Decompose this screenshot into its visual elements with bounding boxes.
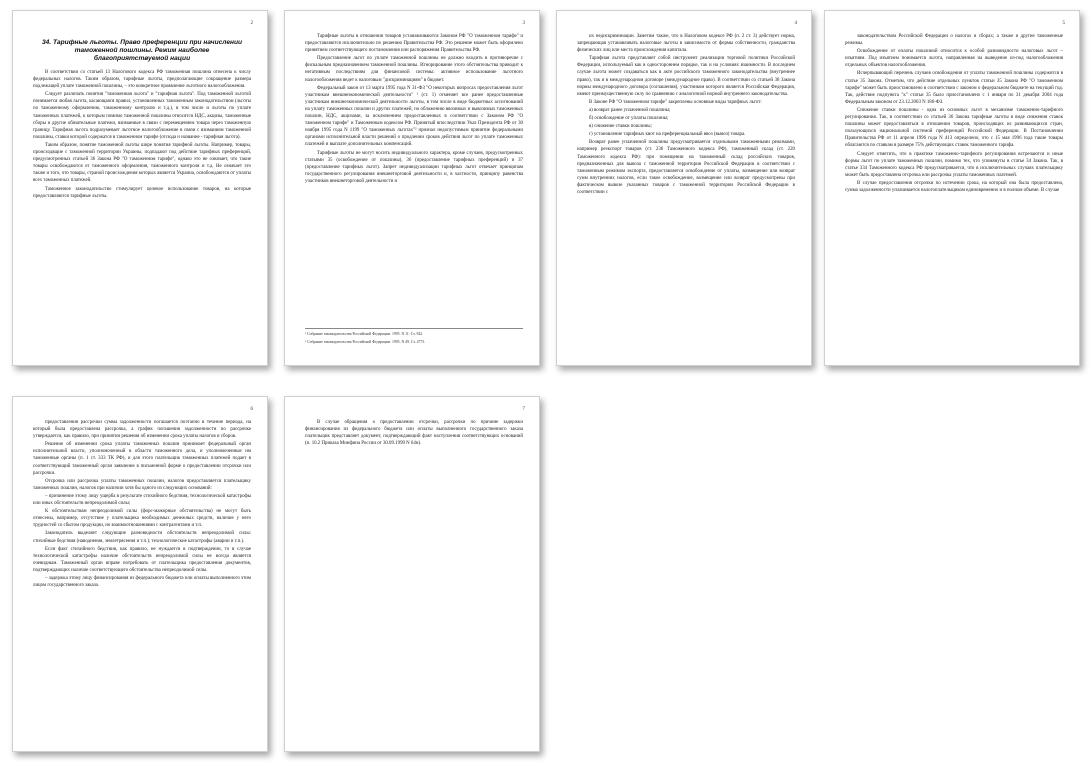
section-title: 34. Тарифные льготы. Право преференции при начислении таможенной пошлины. Режим наиболее благоприятствуемой нации: [41, 39, 243, 62]
document-page-4: [556, 10, 812, 366]
paragraph: – причинение этому лицу ущерба в результате стихийного бедствия, технологической катастрофы или иных обстоятельств непреодолимой силы;: [33, 493, 251, 507]
paragraph: Если факт стихийного бедствия, как правило, не нуждается в подтверждении, то в случае технологической катастрофы наличие обстоятельств непреодолимой силы не всегда является очевидным. Таможенный орган вправе потребовать от плательщика предоставления документов, подтверждающих наличие соответствующего обстоятельства непреодолимой силы.: [33, 546, 251, 573]
paragraph: Таким образом, понятие таможенной льготы шире понятия тарифной льготы. Например, товары, происходящие с таможенной территории Украины, подпадают под действие тарифных преференций, предусмотренных статьей 36 Закона РФ "О таможенном тарифе", однако это не означает, что такие товары освобождаются от таможенного оформления, таможенного контроля и т.д. Не означает это также и того, что товары, страной происхождения которых является Украина, освобождаются от уплаты всех таможенных платежей.: [33, 142, 251, 184]
paragraph: Тарифные льготы не могут носить индивидуального характера, кроме случаев, предусмотренных статьями 35 (освобождение от пошлины), 36 (предоставление тарифных преференций) и 37 (предоставление тарифных льгот). Запрет индивидуализации тарифных льгот отвечает принципам государственного регулирования внешнеторговой деятельности и, в частности, принципу равенства участников внешнеторговой деятельности и: [305, 150, 523, 184]
paragraph: В случае обращения о предоставлении отсрочки, рассрочки по причине задержки финансирования из федерального бюджета или оплаты выполненного государственного заказа плательщик представляет документ, подтверждающий факт наступления соответствующих оснований (п. 10.2 Приказа Минфина России от 30.09.1999 N 64н).: [305, 420, 523, 447]
paragraph: Возврат ранее уплаченной пошлины предусматривается отдельными таможенными режимами, например реэкспорт товаров (ст. 236 Таможенного кодекса РФ), таможенный склад (ст. 220 Таможенного кодекса РФ): при помещении на таможенный склад российских товаров, предназначенных для вывоза с таможенной территории Российской Федерации в соответствии с таможенным режимом экспорта, предоставляется освобождение от уплаты, возмещение или возврат сумм внутренних налогов, если такое освобождение, возмещение или возврат предусмотрены при фактическом вывозе указанных товаров с таможенной территории Российской Федерации в соответствии с: [577, 140, 795, 195]
paragraph: К обстоятельствам непреодолимой силы (форс-мажорные обстоятельства) не могут быть отнесены, например, отсутствие у плательщика необходимых денежных средств, наличие у него трудностей со сбытом продукции, но взаимоотношениями с контрагентами и т.п.: [33, 509, 251, 529]
paragraph: Таможенное законодательство стимулирует целевое использование товаров, на которые предоставляются тарифные льготы.: [33, 186, 251, 199]
list-item: г) установление тарифных квот на преференциальный ввоз (вывоз) товара.: [589, 132, 746, 138]
page-number: 3: [522, 21, 525, 26]
footnote: ¹ Собрание законодательства Российской Федерации. 1995. N 11. Ст. 942.: [305, 332, 424, 336]
list-item: в) снижение ставки пошлины;: [589, 124, 652, 130]
page-number: 6: [250, 407, 253, 412]
list-item: а) возврат ранее уплаченной пошлины;: [589, 107, 671, 113]
paragraph: Освобождение от оплаты пошлиной относится к особой разновидности налоговых льгот – изъятиям. Под изъятием понимается льгота, направленная на выведение из-под налогообложения отдельных объектов налогообложения.: [845, 49, 1063, 69]
page-number: 7: [522, 407, 525, 412]
footnotes: [305, 328, 523, 347]
document-page-3: [284, 10, 540, 366]
paragraph: Следует отметить, что в практике таможенно-тарифного регулирования встречаются и иные формы льгот по уплате таможенных пошлин, помимо тех, что упомянуты в статье 34 Закона. Так, в статье 334 Таможенного кодекса РФ предусматривается, что в исключительных случаях плательщику может быть предоставлена отсрочка или рассрочка уплаты таможенных платежей.: [845, 151, 1063, 178]
paragraph: В Законе РФ "О таможенном тарифе" закреплены основные виды тарифных льгот:: [589, 99, 762, 105]
document-page-5: [824, 10, 1080, 366]
page-number: 4: [794, 21, 797, 26]
paragraph: законодательством Российской Федерации о налогах и сборах; а также и другие таможенные режимы.: [845, 34, 1063, 47]
paragraph: Тарифная льгота представляет собой инструмент реализации торговой политики Российской Федерации, используемый как в одностороннем порядке, так и на условиях взаимности. В последнем случае льгота может создаваться как в акте российского таможенного законодательства (внутреннее право), так и в международном договоре (международное право). В соответствии со статьей 38 Закона нормы международного договора (соглашения), участником которого является Российская Федерация, имеют преимущественную силу по сравнению с аналогичной нормой внутреннего законодательства.: [577, 56, 795, 97]
paragraph: предоставления рассрочки сумма задолженности погашается поэтапно в течение периода, на который была предоставлена рассрочка, а график погашения задолженности по рассрочке утверждается, как правило, при принятии решения об изменении срока уплаты налогов и сборов.: [33, 420, 251, 440]
page-number: 5: [1062, 21, 1065, 26]
page-number: 2: [250, 21, 253, 26]
paragraph: Законодатель выделяет следующие разновидности обстоятельств непреодолимой силы: стихийные бедствия (наводнения, землетрясения и т.п.); технологические катастрофы (аварии и т.п.).: [33, 531, 251, 544]
paragraph: Федеральный закон от 13 марта 1995 года N 31-ФЗ "О некоторых вопросах предоставления льгот участникам внешнеэкономической деятельности" ¹ (ст. 1) отменяет все ранее предоставленные участникам внешнеэкономической деятельности льготы, в том числе в виде бюджетных ассигнований на уплату таможенных пошлин и других платежей, по обложению ввозимых и вывозимых таможенных пошлин, НДС, акцизами, за исключением предоставленных в соответствии с Законом РФ "О таможенном тарифе" и Таможенным кодексом РФ. Принятый впоследствии Указ Президента РФ от 30 ноября 1995 года N 1199 "О таможенных льготах"² признал недопустимым принятие федеральными органами исполнительной власти решений о продлении сроков действия льгот по уплате таможенных платежей и выплате дополнительных компенсаций.: [305, 85, 523, 148]
footnote: ² Собрание законодательства Российской Федерации. 1995. N 49. Ст. 4775.: [305, 339, 426, 344]
paragraph: Исчерпывающий перечень случаев освобождения от уплаты таможенной пошлины содержится в статье 35 Закона. Отметим, что действие отдельных пунктов статьи 35 Закона РФ "О таможенном тарифе" может быть приостановлено в соответствии с законом о федеральном бюджете на текущий год. Так, действие подпункта "к" статьи 35 было приостановлено с 1 января по 31 декабря 2004 года Федеральным законом от 23.12.2003 N 186-ФЗ.: [845, 71, 1063, 105]
paragraph: В случае предоставления отсрочки по истечении срока, на который она была предоставлена, сумма задолженности уплачивается налогоплательщиком единовременно и в полном объеме. В случае: [845, 180, 1063, 193]
paragraph: – задержка этому лицу финансирования из федерального бюджета или оплаты выполненного этим лицом государственного заказа.: [33, 575, 251, 589]
paragraph: Решение об изменении срока уплаты таможенных пошлин принимает федеральный орган исполнительной власти, уполномоченный в области таможенного дела, и уполномоченные им таможенные органы (п. 1 ст. 333 ТК РФ), и для этого плательщик таможенных платежей подает в соответствующий таможенный орган заявление в письменной форме о предоставлении отсрочки или рассрочки.: [33, 442, 251, 476]
paragraph: Тарифные льготы в отношении товаров устанавливаются Законом РФ "О таможенном тарифе" и предоставляются исключительно по решению Правительства РФ. Это решение может быть оформлено принятием соответствующего постановления или распоряжения Правительства РФ.: [305, 34, 523, 54]
document-page-7: [284, 396, 540, 752]
paragraph: Снижение ставки пошлины - одна из основных льгот в механизме таможенно-тарифного регулирования. Так, в соответствии со статьей 36 Закона тарифные льготы в виде снижения ставок пошлины может предоставляться в отношении товаров, происходящих из развивающихся стран, пользующихся национальной системой преференций Российской Федерации. В Постановлении Правительства РФ от 11 апреля 1996 года N 413 определено, что с 15 мая 1996 года такие товары облагаются по ставкам в размере 75% действующих ставок таможенного тарифа.: [845, 107, 1063, 149]
paragraph: Отсрочка или рассрочка уплаты таможенных пошлин, налогов предоставляется плательщику таможенных пошлин, налогов при наличии хотя бы одного из следующих оснований:: [33, 478, 251, 491]
paragraph: Следует различать понятия "таможенная льгота" и "тарифная льгота". Под таможенной льготой понимается любая льгота, касающаяся правил, установленных таможенным законодательством (льготы по таможенному оформлению, таможенному контролю и т.д.), в том числе и льготы по уплате таможенных платежей, к которым помимо таможенной пошлины относятся НДС, акцизы, таможенные сборы и другие обязательные платежи, взимаемые в связи с перемещением товара через таможенную границу. Тарифная льгота подразумевает льготное налогообложение в связи с взиманием таможенной пошлины, ставки которой содержатся в таможенном тарифе (отсюда и название - тарифная льгота).: [33, 92, 251, 140]
document-page-2: [12, 10, 268, 366]
paragraph: их недискриминации. Заметим также, что в Налоговом кодексе РФ (п. 2 ст. 3) действует норма, запрещающая устанавливать налоговые льготы в зависимости от формы собственности, гражданства физических лиц или места происхождения капитала.: [577, 34, 795, 54]
paragraph: Предоставление льгот по уплате таможенной пошлины не должно входить в противоречие с фискальным предназначением таможенной пошлины. Игнорирование этого обстоятельства приводит к негативным последствиям для финансовой системы: активное использование льготного налогообложения ведет к налоговым "дискриминациям" в бюджет.: [305, 56, 523, 83]
document-page-6: [12, 396, 268, 752]
paragraph: В соответствии со статьей 13 Налогового кодекса РФ таможенная пошлина отнесена к числу федеральных налогов. Таким образом, тарифные льготы, предполагающие сокращение размера подлежащей уплате таможенной пошлины, – это конкретное проявление льготного налогообложения.: [33, 70, 251, 90]
list-item: б) освобождение от уплаты пошлины;: [589, 116, 669, 122]
